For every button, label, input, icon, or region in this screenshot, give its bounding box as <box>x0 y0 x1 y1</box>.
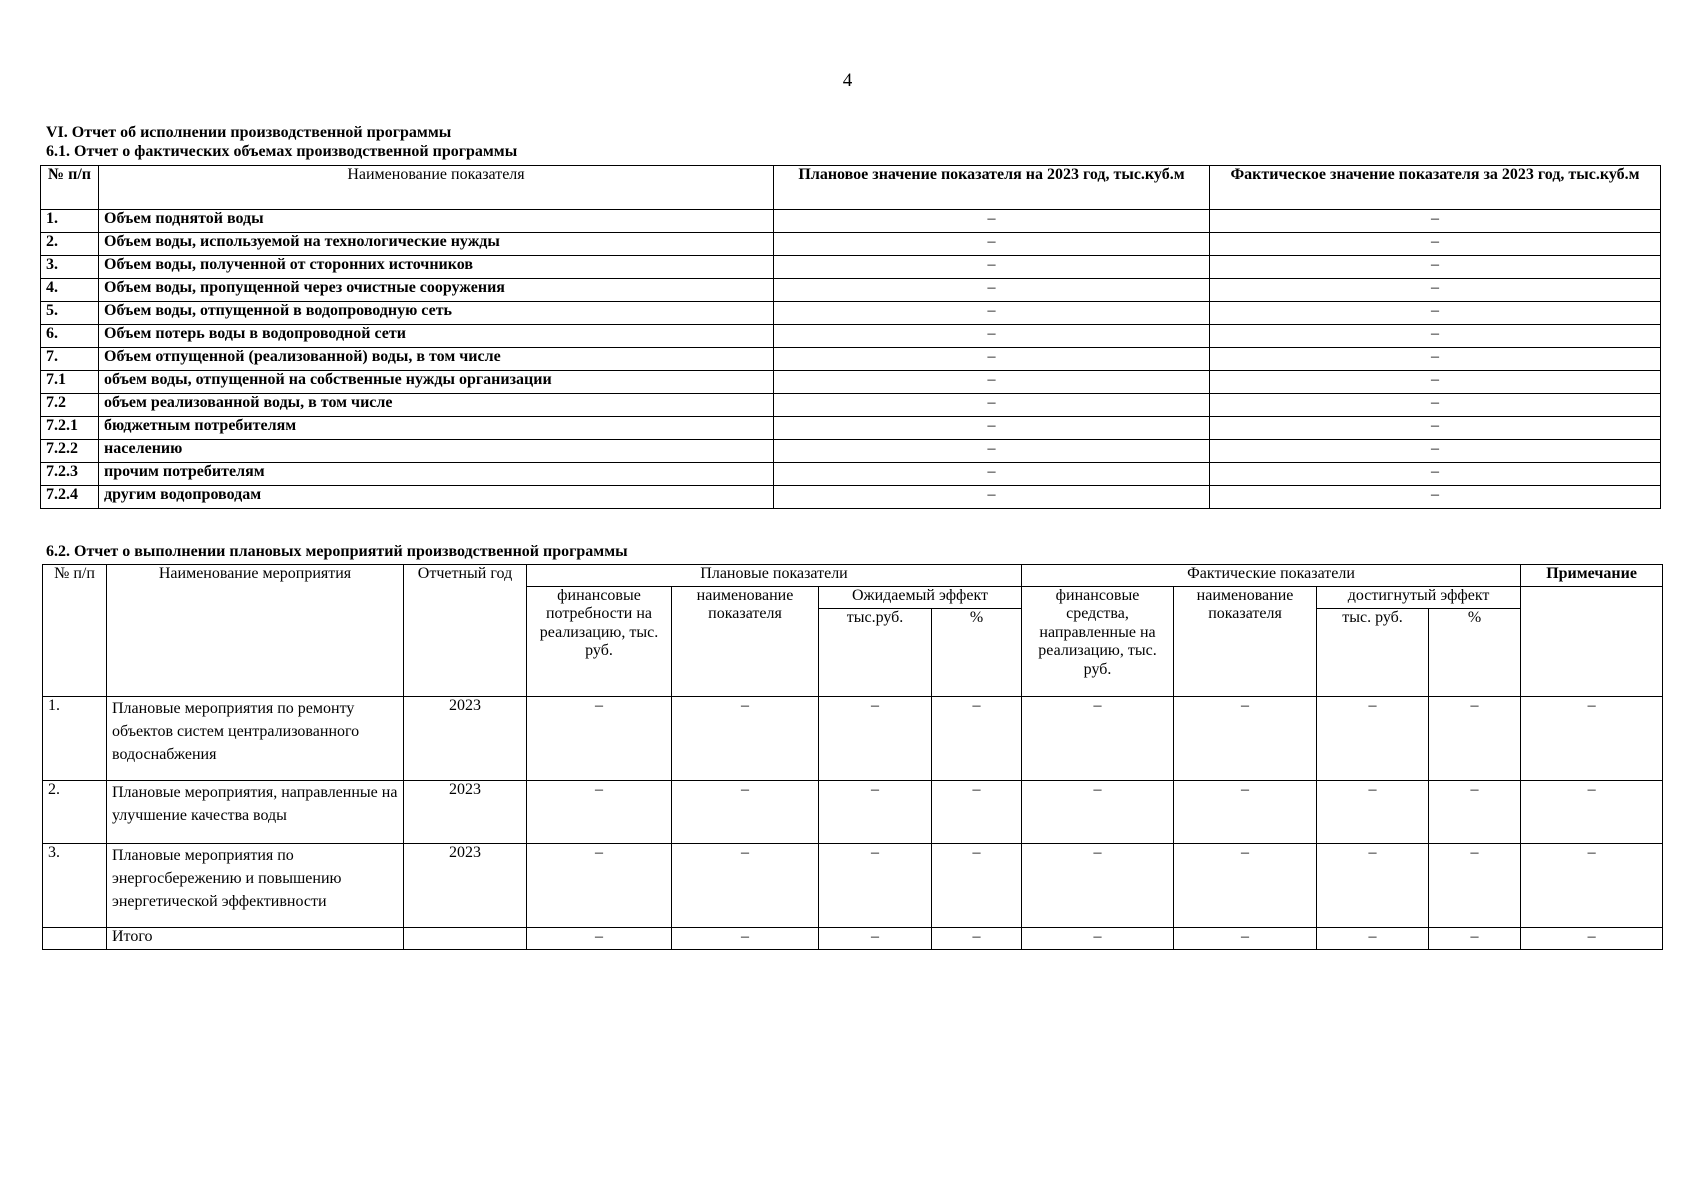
row-num: 7.2.2 <box>41 440 99 463</box>
table-row <box>41 417 1661 440</box>
total-num <box>43 928 107 950</box>
row-name: Объем отпущенной (реализованной) воды, в том числе <box>99 348 774 371</box>
row-num: 1. <box>43 697 107 781</box>
row-plan-value: – <box>774 233 1210 256</box>
row-num: 2. <box>43 781 107 844</box>
row-value: – <box>1429 844 1521 928</box>
row-name: объем воды, отпущенной на собственные нужды организации <box>99 371 774 394</box>
row-value: – <box>1521 781 1663 844</box>
header-plan-group: Плановые показатели <box>527 565 1022 587</box>
total-value: – <box>672 928 819 950</box>
row-fact-value: – <box>1210 256 1661 279</box>
row-year: 2023 <box>404 697 527 781</box>
row-fact-value: – <box>1210 302 1661 325</box>
row-fact-value: – <box>1210 233 1661 256</box>
row-value: – <box>1022 697 1174 781</box>
row-value: – <box>1429 697 1521 781</box>
table-row <box>41 325 1661 348</box>
row-value: – <box>672 844 819 928</box>
header-num: № п/п <box>41 166 99 210</box>
table-row <box>41 394 1661 417</box>
total-value: – <box>819 928 932 950</box>
header-plan-fin: финансовые потребности на реализацию, тыс. руб. <box>527 587 672 697</box>
row-year: 2023 <box>404 844 527 928</box>
activities-table <box>42 564 1663 950</box>
header-fact-pct: % <box>1429 609 1521 697</box>
page-number: 4 <box>842 70 853 91</box>
row-num: 7.1 <box>41 371 99 394</box>
row-name: Объем поднятой воды <box>99 210 774 233</box>
header-plan-ind: наименование показателя <box>672 587 819 697</box>
row-plan-value: – <box>774 256 1210 279</box>
row-plan-value: – <box>774 417 1210 440</box>
row-fact-value: – <box>1210 417 1661 440</box>
row-value: – <box>1429 781 1521 844</box>
row-fact-value: – <box>1210 371 1661 394</box>
header-note: Примечание <box>1521 565 1663 587</box>
row-activity-name: Плановые мероприятия по энергосбережению и повышению энергетической эффективности <box>107 844 404 928</box>
row-num: 7.2.3 <box>41 463 99 486</box>
header-fact: Фактическое значение показателя за 2023 год, тыс.куб.м <box>1210 166 1661 210</box>
row-value: – <box>1317 781 1429 844</box>
row-name: Объем воды, отпущенной в водопроводную сеть <box>99 302 774 325</box>
section-title: VI. Отчет об исполнении производственной программы <box>46 124 452 141</box>
table-row <box>43 781 1663 844</box>
row-value: – <box>1521 697 1663 781</box>
header-name: Наименование показателя <box>99 166 774 210</box>
header-fact-effect: достигнутый эффект <box>1317 587 1521 609</box>
row-plan-value: – <box>774 302 1210 325</box>
row-num: 3. <box>43 844 107 928</box>
row-value: – <box>932 844 1022 928</box>
total-value: – <box>1429 928 1521 950</box>
table2-title: 6.2. Отчет о выполнении плановых мероприятий производственной программы <box>46 543 628 560</box>
row-value: – <box>1317 697 1429 781</box>
row-plan-value: – <box>774 325 1210 348</box>
total-value: – <box>1521 928 1663 950</box>
total-label: Итого <box>107 928 404 950</box>
total-value: – <box>1174 928 1317 950</box>
row-plan-value: – <box>774 463 1210 486</box>
row-fact-value: – <box>1210 394 1661 417</box>
row-name: Объем воды, используемой на технологические нужды <box>99 233 774 256</box>
row-num: 4. <box>41 279 99 302</box>
table-row <box>43 697 1663 781</box>
row-value: – <box>1317 844 1429 928</box>
activities-table-body <box>43 697 1663 950</box>
table-row <box>41 463 1661 486</box>
row-value: – <box>932 697 1022 781</box>
total-value: – <box>527 928 672 950</box>
row-value: – <box>932 781 1022 844</box>
row-value: – <box>819 844 932 928</box>
row-value: – <box>1022 781 1174 844</box>
table-row <box>41 210 1661 233</box>
header-fact-rub: тыс. руб. <box>1317 609 1429 697</box>
header-year: Отчетный год <box>404 565 527 697</box>
row-plan-value: – <box>774 440 1210 463</box>
row-fact-value: – <box>1210 325 1661 348</box>
row-num: 7.2 <box>41 394 99 417</box>
row-plan-value: – <box>774 394 1210 417</box>
header-activity-name: Наименование мероприятия <box>107 565 404 697</box>
header-fact-fin: финансовые средства, направленные на реализацию, тыс. руб. <box>1022 587 1174 697</box>
row-value: – <box>672 781 819 844</box>
header-plan-rub: тыс.руб. <box>819 609 932 697</box>
row-name: прочим потребителям <box>99 463 774 486</box>
header-plan-effect: Ожидаемый эффект <box>819 587 1022 609</box>
row-value: – <box>672 697 819 781</box>
row-num: 3. <box>41 256 99 279</box>
row-plan-value: – <box>774 210 1210 233</box>
row-value: – <box>1521 844 1663 928</box>
row-fact-value: – <box>1210 348 1661 371</box>
row-name: объем реализованной воды, в том числе <box>99 394 774 417</box>
row-num: 2. <box>41 233 99 256</box>
table-row <box>41 279 1661 302</box>
row-name: другим водопроводам <box>99 486 774 509</box>
row-value: – <box>527 697 672 781</box>
total-value: – <box>1317 928 1429 950</box>
table-row <box>41 486 1661 509</box>
header-fact-ind: наименование показателя <box>1174 587 1317 697</box>
row-plan-value: – <box>774 486 1210 509</box>
table1-title: 6.1. Отчет о фактических объемах производственной программы <box>46 143 518 160</box>
row-fact-value: – <box>1210 486 1661 509</box>
row-num: 7.2.4 <box>41 486 99 509</box>
header-plan: Плановое значение показателя на 2023 год, тыс.куб.м <box>774 166 1210 210</box>
row-value: – <box>819 781 932 844</box>
row-num: 1. <box>41 210 99 233</box>
row-year: 2023 <box>404 781 527 844</box>
row-fact-value: – <box>1210 210 1661 233</box>
total-value: – <box>1022 928 1174 950</box>
row-name: Объем потерь воды в водопроводной сети <box>99 325 774 348</box>
row-activity-name: Плановые мероприятия по ремонту объектов систем централизованного водоснабжения <box>107 697 404 781</box>
header-plan-pct: % <box>932 609 1022 697</box>
row-name: бюджетным потребителям <box>99 417 774 440</box>
total-value: – <box>932 928 1022 950</box>
row-activity-name: Плановые мероприятия, направленные на улучшение качества воды <box>107 781 404 844</box>
row-value: – <box>527 844 672 928</box>
row-fact-value: – <box>1210 463 1661 486</box>
row-num: 6. <box>41 325 99 348</box>
table-row <box>41 371 1661 394</box>
row-num: 5. <box>41 302 99 325</box>
row-fact-value: – <box>1210 279 1661 302</box>
total-year <box>404 928 527 950</box>
table-row <box>41 440 1661 463</box>
header-note-empty <box>1521 587 1663 697</box>
row-plan-value: – <box>774 279 1210 302</box>
table-row <box>43 844 1663 928</box>
table-row <box>41 302 1661 325</box>
table-row <box>41 348 1661 371</box>
row-value: – <box>819 697 932 781</box>
header-num: № п/п <box>43 565 107 697</box>
volumes-table-body <box>41 210 1661 509</box>
row-fact-value: – <box>1210 440 1661 463</box>
row-plan-value: – <box>774 348 1210 371</box>
row-value: – <box>1022 844 1174 928</box>
row-value: – <box>527 781 672 844</box>
table-row <box>41 256 1661 279</box>
total-row <box>43 928 1663 950</box>
volumes-table <box>40 165 1661 509</box>
row-num: 7.2.1 <box>41 417 99 440</box>
row-name: Объем воды, пропущенной через очистные сооружения <box>99 279 774 302</box>
row-num: 7. <box>41 348 99 371</box>
row-name: населению <box>99 440 774 463</box>
row-value: – <box>1174 781 1317 844</box>
row-name: Объем воды, полученной от сторонних источников <box>99 256 774 279</box>
row-value: – <box>1174 844 1317 928</box>
row-plan-value: – <box>774 371 1210 394</box>
row-value: – <box>1174 697 1317 781</box>
table-row <box>41 233 1661 256</box>
header-fact-group: Фактические показатели <box>1022 565 1521 587</box>
